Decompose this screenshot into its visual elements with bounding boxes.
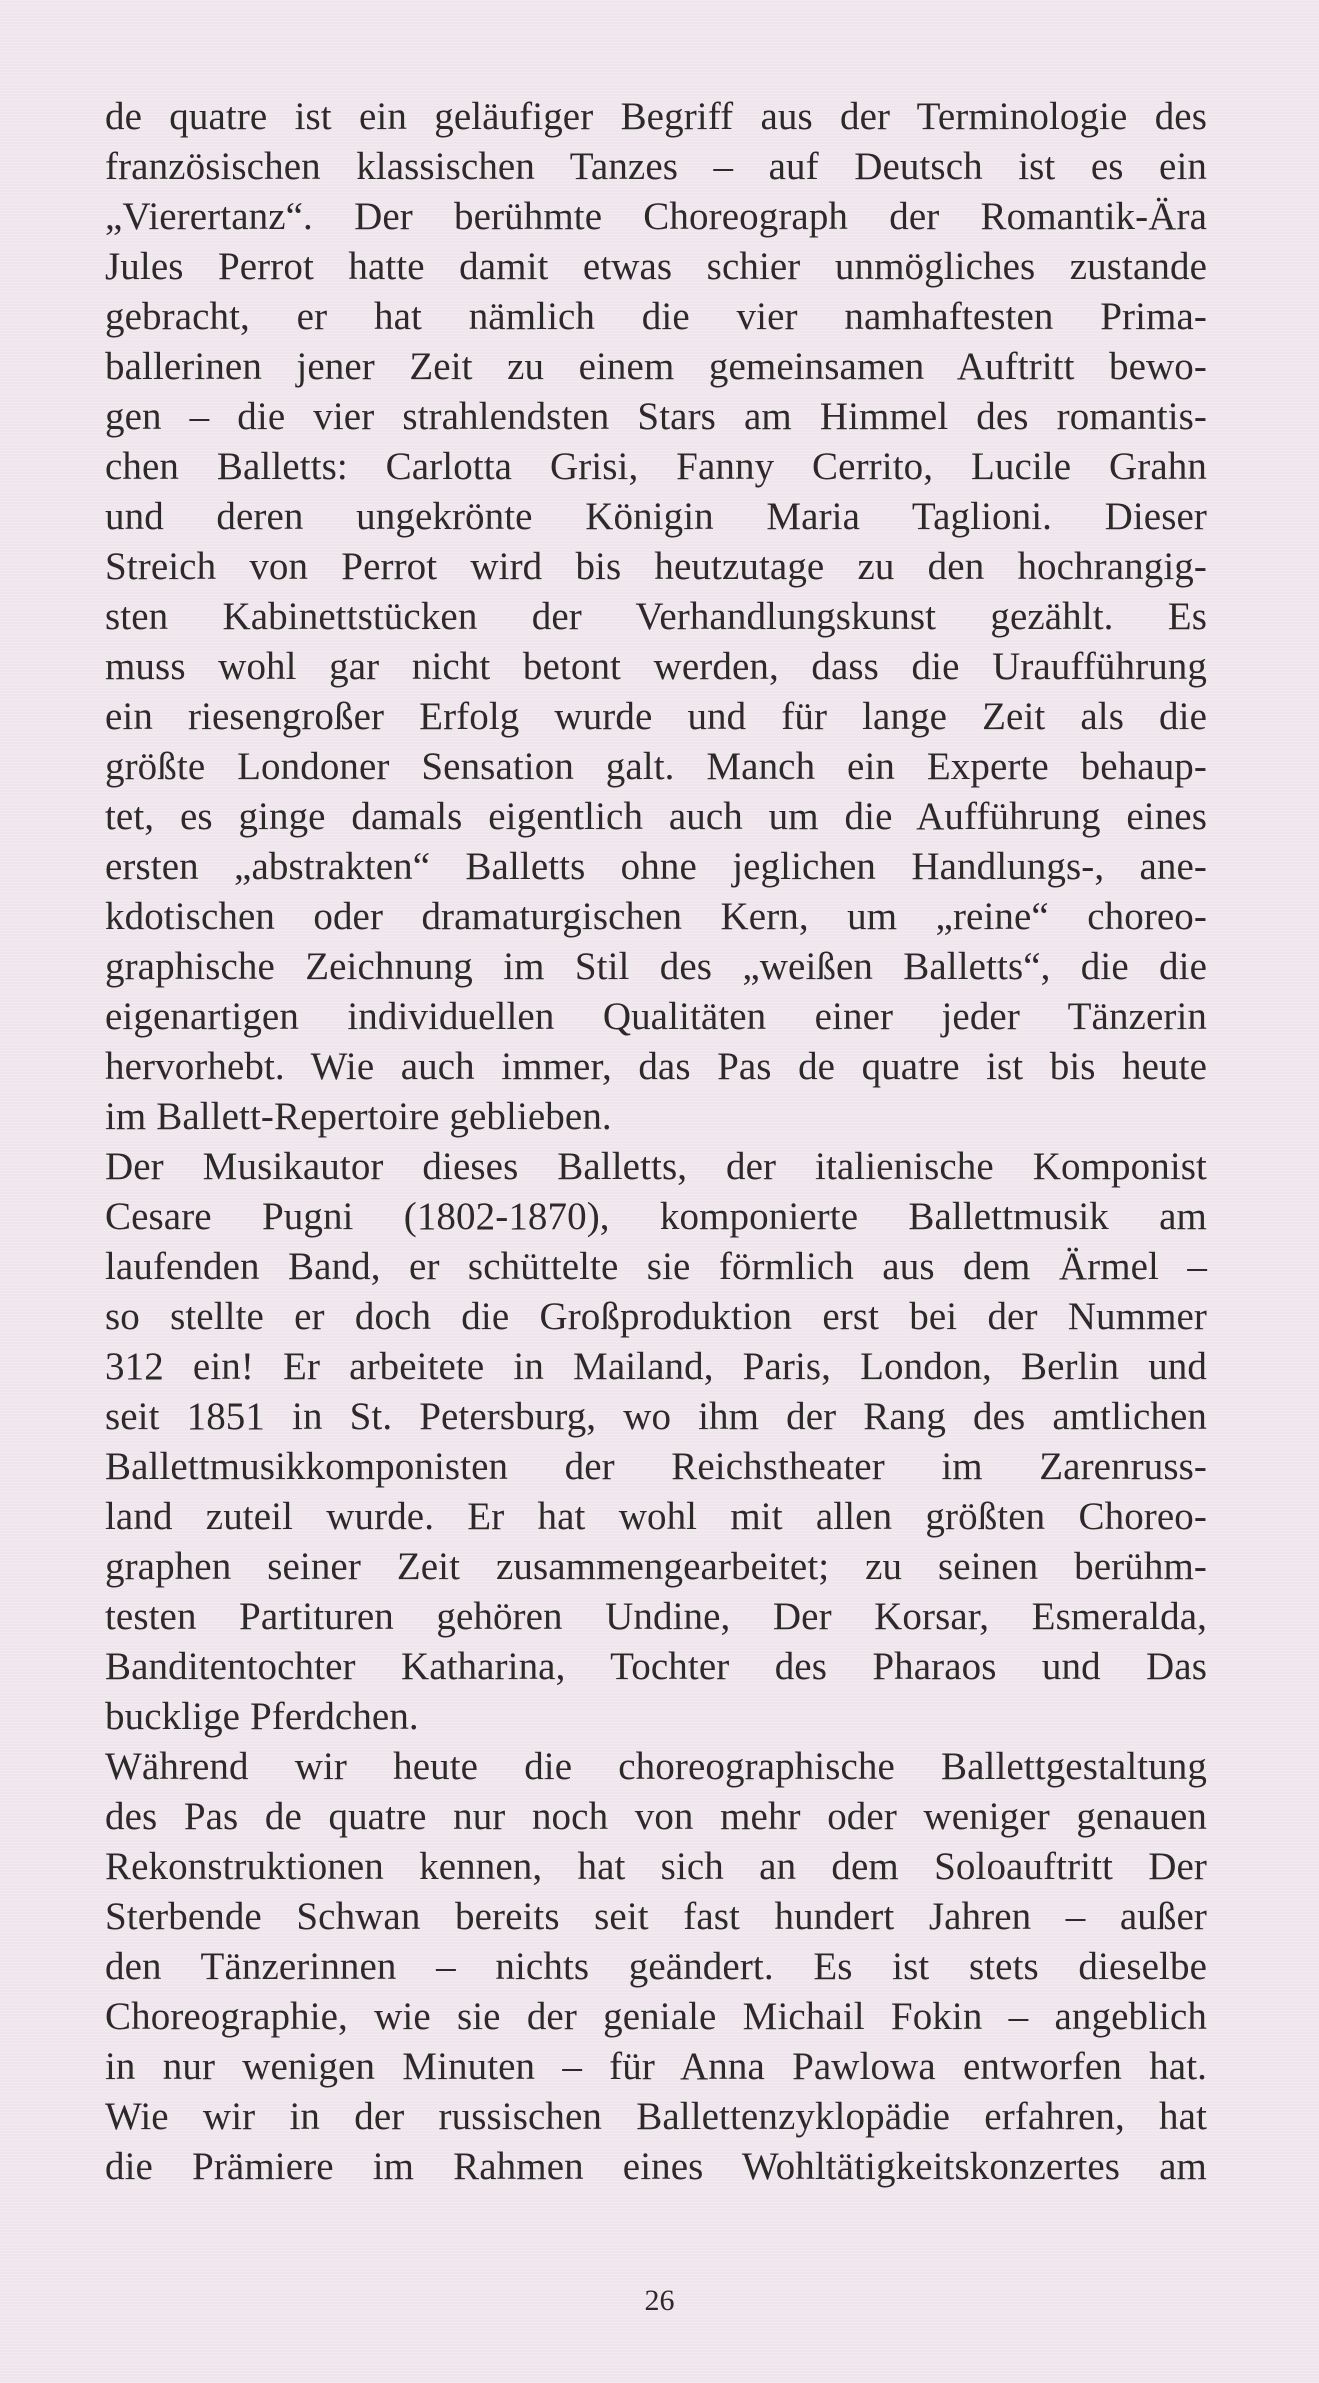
text-line: Ballettmusikkomponisten der Reichstheater im Zarenruss-: [105, 1445, 1207, 1488]
text-line: ersten „abstrakten“ Balletts ohne jeglichen Handlungs-, ane-: [105, 845, 1207, 888]
text-line: des Pas de quatre nur noch von mehr oder weniger genauen: [105, 1795, 1207, 1838]
text-line: de quatre ist ein geläufiger Begriff aus der Terminologie des: [105, 95, 1207, 138]
text-line: kdotischen oder dramaturgischen Kern, um „reine“ choreo-: [105, 895, 1207, 938]
text-line: land zuteil wurde. Er hat wohl mit allen größten Choreo-: [105, 1495, 1207, 1538]
text-line: muss wohl gar nicht betont werden, dass die Uraufführung: [105, 645, 1207, 688]
page-number: 26: [644, 2284, 675, 2317]
document-page: [105, 92, 1207, 2292]
text-line: so stellte er doch die Großproduktion erst bei der Nummer: [105, 1295, 1207, 1338]
text-line: testen Partituren gehören Undine, Der Korsar, Esmeralda,: [105, 1595, 1207, 1638]
text-line: ballerinen jener Zeit zu einem gemeinsamen Auftritt bewo-: [105, 345, 1207, 388]
text-line: und deren ungekrönte Königin Maria Taglioni. Dieser: [105, 495, 1207, 538]
text-line: französischen klassischen Tanzes – auf Deutsch ist es ein: [105, 145, 1207, 188]
text-line: 312 ein! Er arbeitete in Mailand, Paris, London, Berlin und: [105, 1345, 1207, 1388]
text-line: ein riesengroßer Erfolg wurde und für lange Zeit als die: [105, 695, 1207, 738]
text-line: tet, es ginge damals eigentlich auch um die Aufführung eines: [105, 795, 1207, 838]
text-line: graphische Zeichnung im Stil des „weißen Balletts“, die die: [105, 945, 1207, 988]
text-line: sten Kabinettstücken der Verhandlungskunst gezählt. Es: [105, 595, 1207, 638]
paragraph-end-line: bucklige Pferdchen.: [105, 1695, 419, 1738]
text-line: Rekonstruktionen kennen, hat sich an dem Soloauftritt Der: [105, 1845, 1207, 1888]
text-line: Der Musikautor dieses Balletts, der italienische Komponist: [105, 1145, 1207, 1188]
text-line: laufenden Band, er schüttelte sie förmlich aus dem Ärmel –: [105, 1245, 1207, 1288]
text-line: Sterbende Schwan bereits seit fast hundert Jahren – außer: [105, 1895, 1207, 1938]
text-line: eigenartigen individuellen Qualitäten einer jeder Tänzerin: [105, 995, 1207, 1038]
text-line: Während wir heute die choreographische Ballettgestaltung: [105, 1745, 1207, 1788]
text-line: größte Londoner Sensation galt. Manch ein Experte behaup-: [105, 745, 1207, 788]
text-line: Wie wir in der russischen Ballettenzyklopädie erfahren, hat: [105, 2095, 1207, 2138]
text-line: gen – die vier strahlendsten Stars am Himmel des romantis-: [105, 395, 1207, 438]
paragraph-end-line: im Ballett-Repertoire geblieben.: [105, 1095, 612, 1138]
text-line: „Vierertanz“. Der berühmte Choreograph der Romantik-Ära: [105, 195, 1207, 238]
text-line: Choreographie, wie sie der geniale Michail Fokin – angeblich: [105, 1995, 1207, 2038]
text-line: graphen seiner Zeit zusammengearbeitet; zu seinen berühm-: [105, 1545, 1207, 1588]
text-line: chen Balletts: Carlotta Grisi, Fanny Cerrito, Lucile Grahn: [105, 445, 1207, 488]
text-line: in nur wenigen Minuten – für Anna Pawlowa entworfen hat.: [105, 2045, 1207, 2088]
text-line: hervorhebt. Wie auch immer, das Pas de quatre ist bis heute: [105, 1045, 1207, 1088]
text-line: Cesare Pugni (1802-1870), komponierte Ballettmusik am: [105, 1195, 1207, 1238]
text-line: Banditentochter Katharina, Tochter des Pharaos und Das: [105, 1645, 1207, 1688]
text-line: Jules Perrot hatte damit etwas schier unmögliches zustande: [105, 245, 1207, 288]
text-line: die Prämiere im Rahmen eines Wohltätigkeitskonzertes am: [105, 2145, 1207, 2188]
text-line: seit 1851 in St. Petersburg, wo ihm der Rang des amtlichen: [105, 1395, 1207, 1438]
text-line: den Tänzerinnen – nichts geändert. Es ist stets dieselbe: [105, 1945, 1207, 1988]
text-line: gebracht, er hat nämlich die vier namhaftesten Prima-: [105, 295, 1207, 338]
text-line: Streich von Perrot wird bis heutzutage zu den hochrangig-: [105, 545, 1207, 588]
